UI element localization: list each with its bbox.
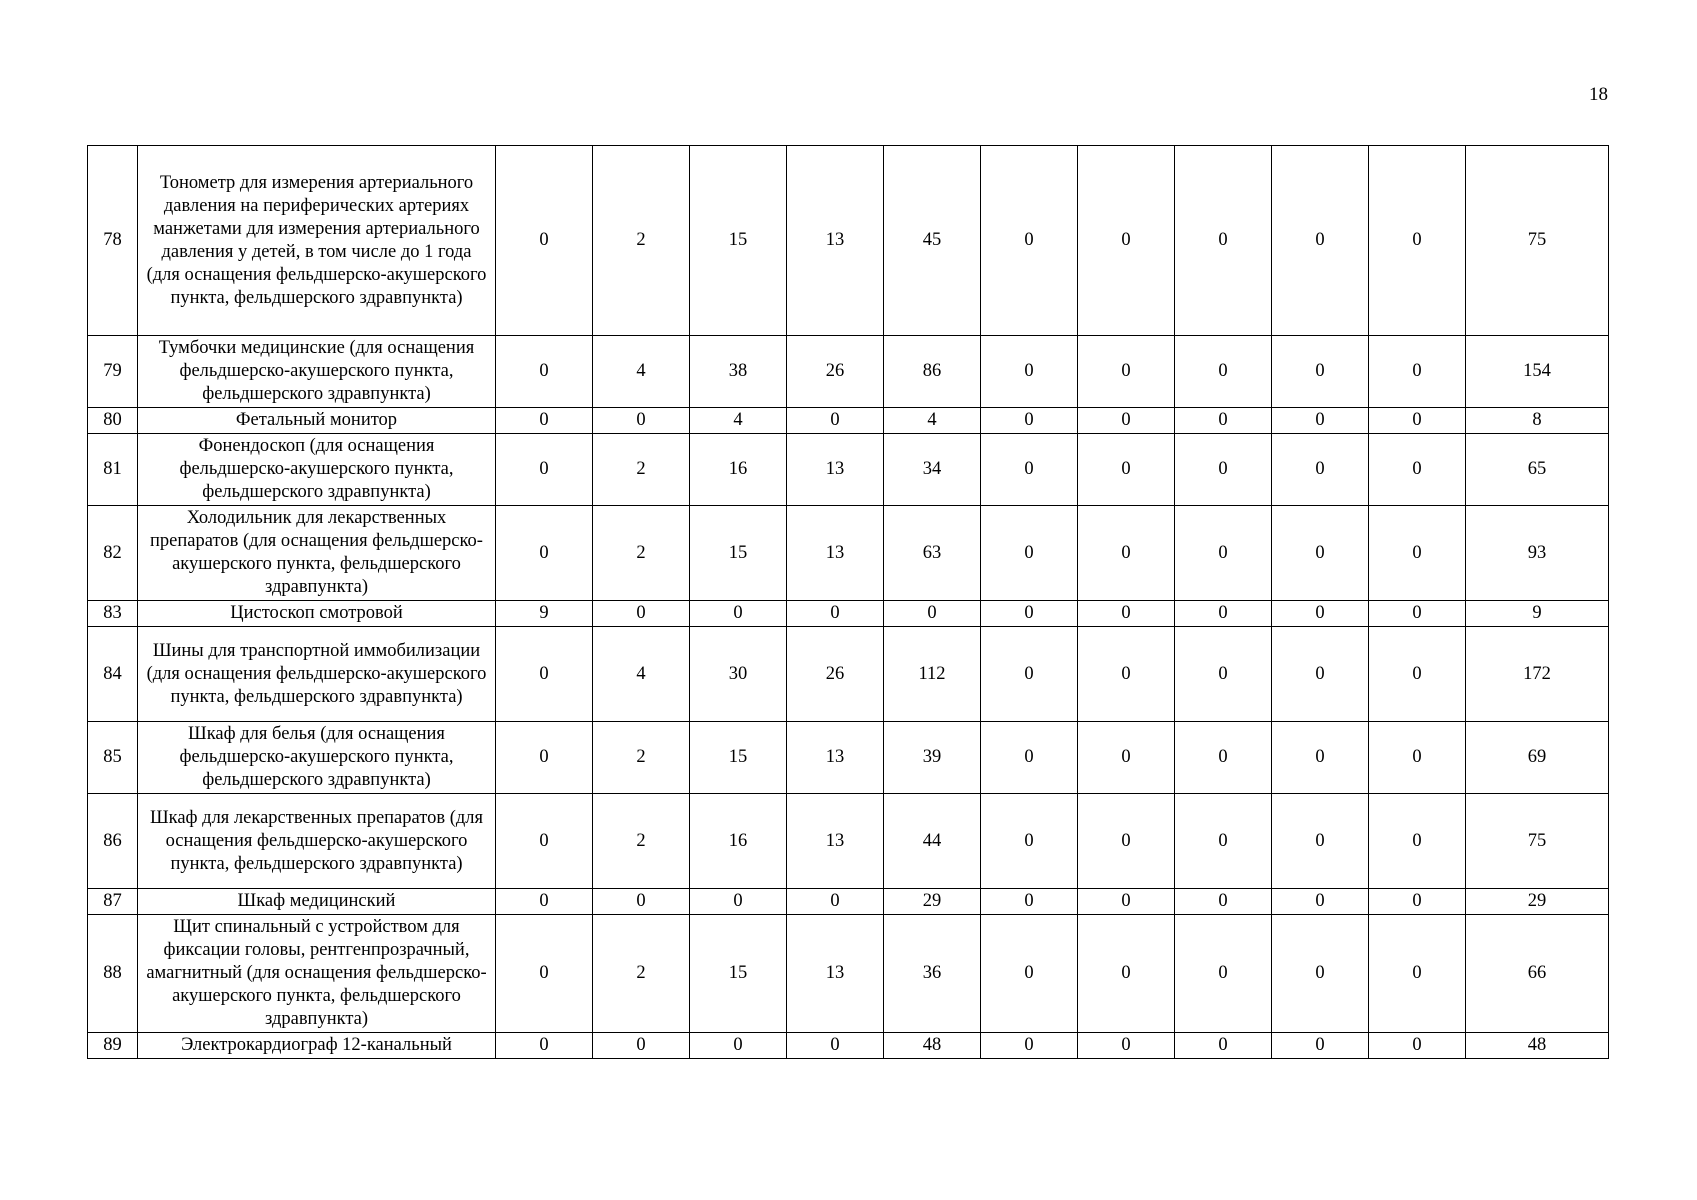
- value-cell: 2: [593, 506, 690, 601]
- table-row: [88, 794, 1609, 889]
- item-name-cell: Тумбочки медицинские (для оснащения фельдшерско-акушерского пункта, фельдшерского здравпункта): [138, 336, 496, 408]
- value-cell: 39: [884, 722, 981, 794]
- item-name-cell: Шины для транспортной иммобилизации (для оснащения фельдшерско-акушерского пункта, фельдшерского здравпункта): [138, 627, 496, 722]
- item-name-cell: Фетальный монитор: [138, 408, 496, 434]
- table-row: [88, 408, 1609, 434]
- value-cell: 0: [496, 889, 593, 915]
- value-cell: 0: [1369, 408, 1466, 434]
- value-cell: 0: [981, 794, 1078, 889]
- value-cell: 0: [1175, 408, 1272, 434]
- value-cell: 0: [1078, 889, 1175, 915]
- value-cell: 0: [1369, 627, 1466, 722]
- value-cell: 0: [1369, 1033, 1466, 1059]
- value-cell: 0: [496, 794, 593, 889]
- table-row: [88, 601, 1609, 627]
- value-cell: 0: [1078, 915, 1175, 1033]
- value-cell: 36: [884, 915, 981, 1033]
- value-cell: 0: [1272, 794, 1369, 889]
- total-cell: 66: [1466, 915, 1609, 1033]
- value-cell: 34: [884, 434, 981, 506]
- value-cell: 13: [787, 146, 884, 336]
- total-cell: 172: [1466, 627, 1609, 722]
- table-row: [88, 434, 1609, 506]
- page-number: 18: [1589, 84, 1608, 105]
- value-cell: 2: [593, 722, 690, 794]
- value-cell: 0: [1369, 434, 1466, 506]
- value-cell: 0: [981, 1033, 1078, 1059]
- value-cell: 0: [593, 408, 690, 434]
- value-cell: 0: [1272, 601, 1369, 627]
- value-cell: 13: [787, 915, 884, 1033]
- value-cell: 0: [1272, 506, 1369, 601]
- value-cell: 16: [690, 434, 787, 506]
- value-cell: 0: [1078, 1033, 1175, 1059]
- value-cell: 44: [884, 794, 981, 889]
- table-row: [88, 915, 1609, 1033]
- value-cell: 63: [884, 506, 981, 601]
- item-name-cell: Шкаф для белья (для оснащения фельдшерско-акушерского пункта, фельдшерского здравпункта): [138, 722, 496, 794]
- value-cell: 0: [1369, 336, 1466, 408]
- value-cell: 0: [981, 601, 1078, 627]
- value-cell: 0: [1175, 722, 1272, 794]
- total-cell: 93: [1466, 506, 1609, 601]
- value-cell: 0: [690, 1033, 787, 1059]
- value-cell: 4: [593, 336, 690, 408]
- value-cell: 48: [884, 1033, 981, 1059]
- equipment-table: [87, 145, 1609, 1059]
- table-row: [88, 506, 1609, 601]
- table-row: [88, 1033, 1609, 1059]
- value-cell: 26: [787, 627, 884, 722]
- total-cell: 9: [1466, 601, 1609, 627]
- value-cell: 0: [981, 889, 1078, 915]
- value-cell: 112: [884, 627, 981, 722]
- total-cell: 65: [1466, 434, 1609, 506]
- value-cell: 0: [496, 408, 593, 434]
- row-number-cell: 83: [88, 601, 138, 627]
- row-number-cell: 82: [88, 506, 138, 601]
- item-name-cell: Холодильник для лекарственных препаратов (для оснащения фельдшерско-акушерского пункта, фельдшерского здравпункта): [138, 506, 496, 601]
- item-name-cell: Цистоскоп смотровой: [138, 601, 496, 627]
- value-cell: 9: [496, 601, 593, 627]
- value-cell: 15: [690, 915, 787, 1033]
- value-cell: 26: [787, 336, 884, 408]
- value-cell: 0: [593, 1033, 690, 1059]
- value-cell: 0: [1175, 601, 1272, 627]
- value-cell: 29: [884, 889, 981, 915]
- value-cell: 0: [981, 506, 1078, 601]
- value-cell: 15: [690, 506, 787, 601]
- value-cell: 0: [1369, 722, 1466, 794]
- value-cell: 0: [496, 627, 593, 722]
- value-cell: 0: [1175, 1033, 1272, 1059]
- row-number-cell: 86: [88, 794, 138, 889]
- value-cell: 0: [1272, 1033, 1369, 1059]
- value-cell: 38: [690, 336, 787, 408]
- item-name-cell: Щит спинальный с устройством для фиксации головы, рентгенпрозрачный, амагнитный (для оснащения фельдшерско-акушерского пункта, фельдшерского здравпункта): [138, 915, 496, 1033]
- table-row: [88, 889, 1609, 915]
- value-cell: 0: [1175, 506, 1272, 601]
- item-name-cell: Шкаф для лекарственных препаратов (для оснащения фельдшерско-акушерского пункта, фельдшерского здравпункта): [138, 794, 496, 889]
- value-cell: 0: [981, 146, 1078, 336]
- value-cell: 0: [1175, 627, 1272, 722]
- value-cell: 0: [1078, 408, 1175, 434]
- value-cell: 15: [690, 146, 787, 336]
- value-cell: 0: [1175, 889, 1272, 915]
- value-cell: 0: [787, 1033, 884, 1059]
- value-cell: 45: [884, 146, 981, 336]
- value-cell: 0: [1175, 336, 1272, 408]
- value-cell: 15: [690, 722, 787, 794]
- table-body: [88, 146, 1609, 1059]
- value-cell: 0: [1078, 146, 1175, 336]
- value-cell: 0: [1078, 601, 1175, 627]
- value-cell: 0: [1369, 889, 1466, 915]
- value-cell: 0: [1078, 506, 1175, 601]
- total-cell: 29: [1466, 889, 1609, 915]
- value-cell: 13: [787, 722, 884, 794]
- value-cell: 0: [1272, 627, 1369, 722]
- value-cell: 0: [496, 915, 593, 1033]
- value-cell: 2: [593, 915, 690, 1033]
- row-number-cell: 89: [88, 1033, 138, 1059]
- value-cell: 0: [1175, 434, 1272, 506]
- total-cell: 69: [1466, 722, 1609, 794]
- value-cell: 0: [1369, 915, 1466, 1033]
- row-number-cell: 88: [88, 915, 138, 1033]
- value-cell: 0: [1369, 146, 1466, 336]
- value-cell: 0: [981, 408, 1078, 434]
- value-cell: 0: [496, 506, 593, 601]
- total-cell: 48: [1466, 1033, 1609, 1059]
- value-cell: 0: [496, 722, 593, 794]
- total-cell: 75: [1466, 146, 1609, 336]
- value-cell: 0: [1175, 794, 1272, 889]
- row-number-cell: 84: [88, 627, 138, 722]
- value-cell: 0: [496, 336, 593, 408]
- value-cell: 0: [1078, 794, 1175, 889]
- item-name-cell: Фонендоскоп (для оснащения фельдшерско-акушерского пункта, фельдшерского здравпункта): [138, 434, 496, 506]
- total-cell: 8: [1466, 408, 1609, 434]
- total-cell: 154: [1466, 336, 1609, 408]
- value-cell: 0: [1272, 889, 1369, 915]
- row-number-cell: 78: [88, 146, 138, 336]
- value-cell: 0: [981, 627, 1078, 722]
- value-cell: 0: [1272, 915, 1369, 1033]
- total-cell: 75: [1466, 794, 1609, 889]
- value-cell: 0: [981, 434, 1078, 506]
- value-cell: 0: [1078, 336, 1175, 408]
- value-cell: 0: [690, 889, 787, 915]
- value-cell: 86: [884, 336, 981, 408]
- value-cell: 30: [690, 627, 787, 722]
- value-cell: 0: [1078, 627, 1175, 722]
- value-cell: 0: [884, 601, 981, 627]
- row-number-cell: 85: [88, 722, 138, 794]
- row-number-cell: 79: [88, 336, 138, 408]
- value-cell: 0: [787, 408, 884, 434]
- value-cell: 16: [690, 794, 787, 889]
- value-cell: 0: [1272, 434, 1369, 506]
- value-cell: 0: [1272, 336, 1369, 408]
- item-name-cell: Тонометр для измерения артериального давления на периферических артериях манжетами для измерения артериального давления у детей, в том числе до 1 года (для оснащения фельдшерско-акушерского пункта, фельдшерского здравпункта): [138, 146, 496, 336]
- item-name-cell: Электрокардиограф 12-канальный: [138, 1033, 496, 1059]
- value-cell: 0: [981, 722, 1078, 794]
- value-cell: 0: [1369, 506, 1466, 601]
- table-row: [88, 722, 1609, 794]
- value-cell: 0: [593, 889, 690, 915]
- value-cell: 0: [1272, 408, 1369, 434]
- row-number-cell: 80: [88, 408, 138, 434]
- value-cell: 0: [1175, 915, 1272, 1033]
- value-cell: 0: [690, 601, 787, 627]
- value-cell: 0: [1078, 434, 1175, 506]
- value-cell: 0: [787, 601, 884, 627]
- item-name-cell: Шкаф медицинский: [138, 889, 496, 915]
- value-cell: 2: [593, 146, 690, 336]
- value-cell: 0: [1078, 722, 1175, 794]
- value-cell: 0: [981, 336, 1078, 408]
- value-cell: 0: [787, 889, 884, 915]
- value-cell: 2: [593, 434, 690, 506]
- table-row: [88, 146, 1609, 336]
- table-row: [88, 627, 1609, 722]
- value-cell: 0: [981, 915, 1078, 1033]
- value-cell: 0: [1369, 794, 1466, 889]
- row-number-cell: 87: [88, 889, 138, 915]
- value-cell: 0: [496, 1033, 593, 1059]
- table-row: [88, 336, 1609, 408]
- value-cell: 0: [593, 601, 690, 627]
- value-cell: 4: [593, 627, 690, 722]
- value-cell: 13: [787, 434, 884, 506]
- row-number-cell: 81: [88, 434, 138, 506]
- value-cell: 13: [787, 506, 884, 601]
- value-cell: 13: [787, 794, 884, 889]
- value-cell: 0: [496, 434, 593, 506]
- value-cell: 0: [1175, 146, 1272, 336]
- value-cell: 0: [496, 146, 593, 336]
- value-cell: 4: [690, 408, 787, 434]
- value-cell: 4: [884, 408, 981, 434]
- value-cell: 2: [593, 794, 690, 889]
- value-cell: 0: [1369, 601, 1466, 627]
- value-cell: 0: [1272, 722, 1369, 794]
- value-cell: 0: [1272, 146, 1369, 336]
